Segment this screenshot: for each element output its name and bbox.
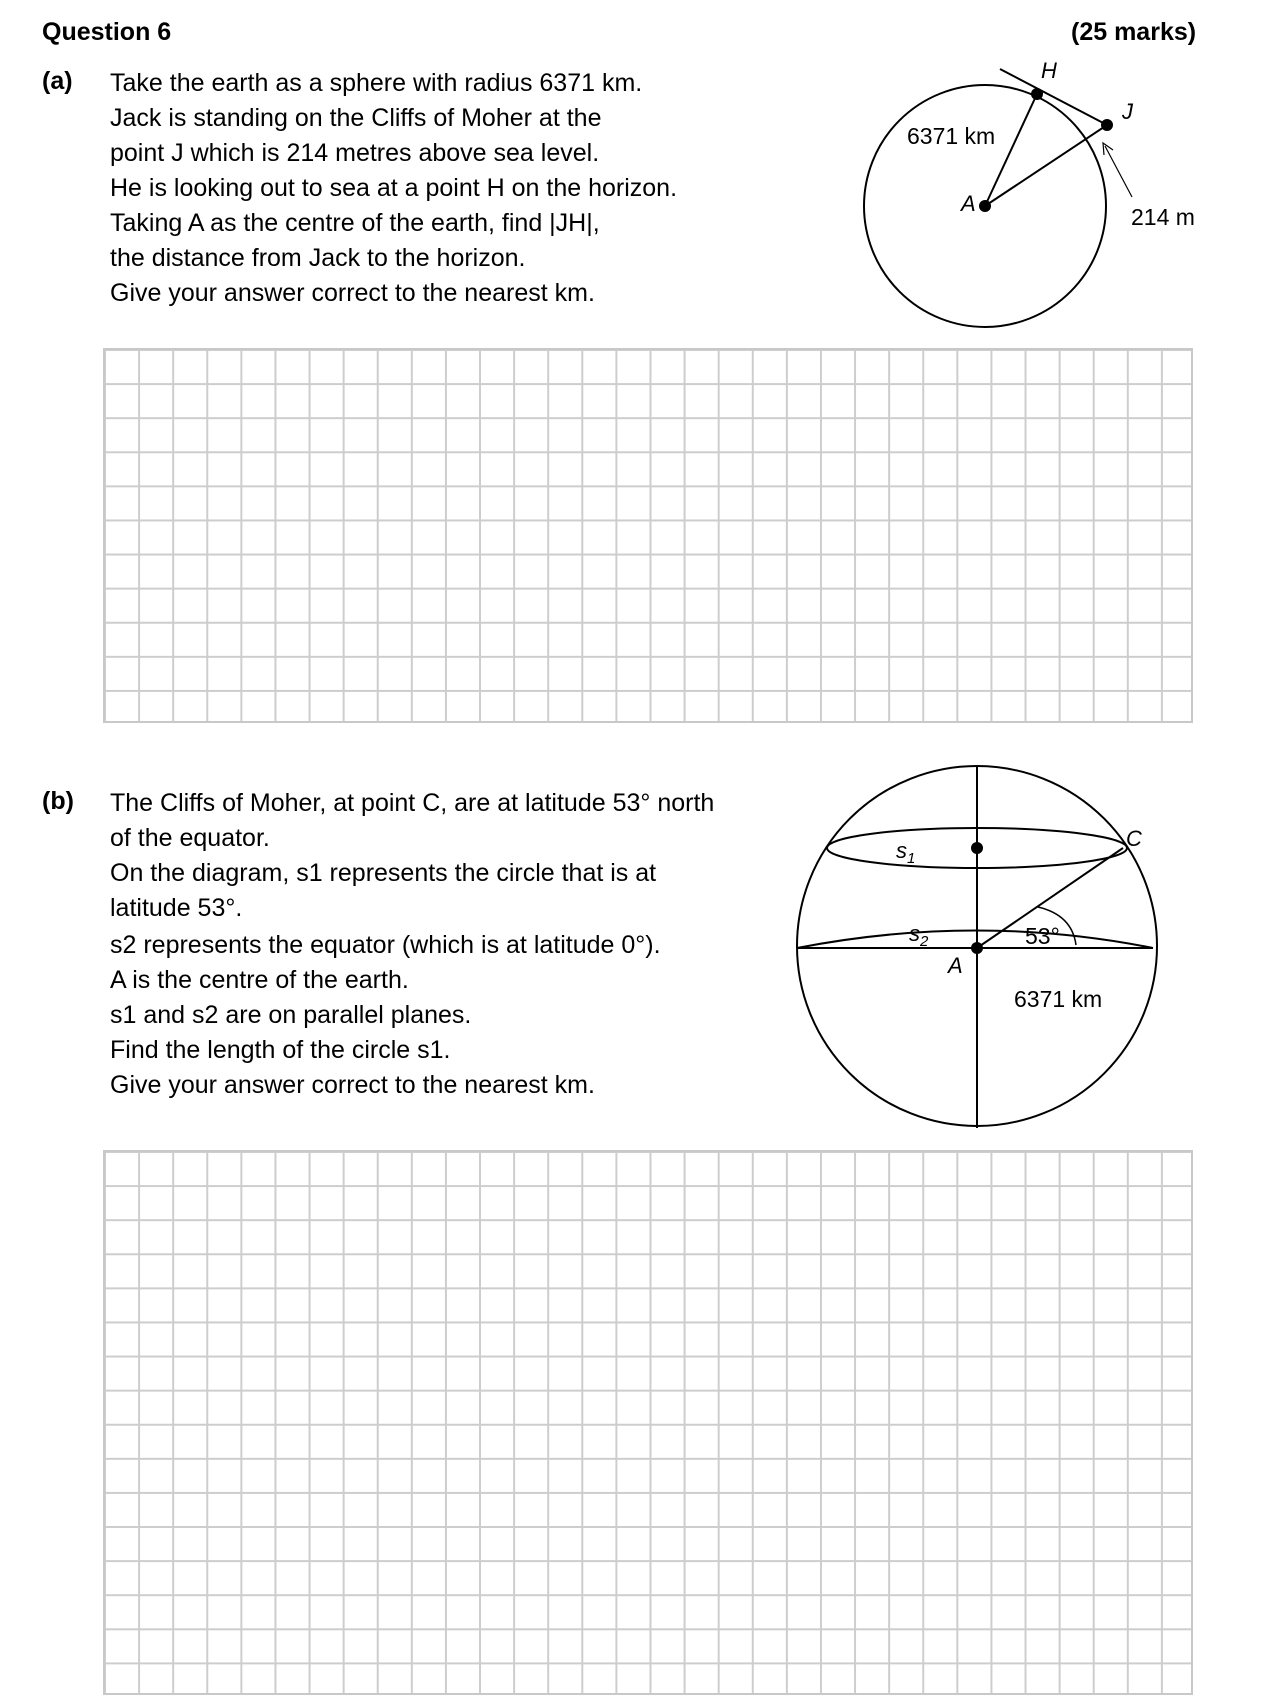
label-j: J [1122,99,1133,124]
radius-label-a: 6371 km [907,123,996,149]
part-a-label: (a) [42,67,73,95]
part-b-line-3: On the diagram, s1 represents the circle that is at [110,859,657,887]
part-a-text [110,66,677,311]
radius-label-b: 6371 km [1014,986,1103,1012]
horizon-diagram [860,55,1240,330]
answer-grid-b[interactable] [103,1150,1193,1695]
label-s1: $s_1$ [896,838,916,867]
part-b-line-1: The Cliffs of Moher, at point C, are at latitude 53° north [110,789,715,817]
label-h: H [1041,58,1057,83]
part-b-label: (b) [42,787,74,815]
part-a-line-1: Take the earth as a sphere with radius 6371 km. [110,69,643,97]
point-s1-centre [971,842,983,854]
part-b-line-5: s2 represents the equator (which is at latitude 0°). [110,931,661,959]
latitude-diagram [780,755,1180,1140]
point-h [1031,88,1043,100]
question-title: Question 6 [42,18,172,46]
part-a-line-7: Give your answer correct to the nearest km. [110,279,595,307]
height-arrow [1105,146,1132,197]
height-label: 214 m [1131,204,1195,230]
part-a-line-2: Jack is standing on the Cliffs of Moher at the [110,104,602,132]
part-b-line-4: latitude 53°. [110,894,243,922]
answer-grid-a[interactable] [103,348,1193,723]
part-b-line-2: of the equator. [110,824,270,852]
label-c: C [1126,826,1142,851]
angle-label: 53° [1025,923,1060,949]
part-a-line-6: the distance from Jack to the horizon. [110,244,526,272]
part-b-line-6: A is the centre of the earth. [110,966,409,994]
label-a-b: A [948,953,963,978]
part-b-line-8: Find the length of the circle s1. [110,1036,451,1064]
label-a: A [961,191,976,216]
point-a-b [971,942,983,954]
part-a-line-3: point J which is 214 metres above sea level. [110,139,600,167]
part-b-line-9: Give your answer correct to the nearest km. [110,1071,595,1099]
part-a-line-5: Taking A as the centre of the earth, find |JH|, [110,209,600,237]
point-j [1101,119,1113,131]
point-a [979,200,991,212]
label-s2: $s_2$ [909,921,929,950]
question-marks: (25 marks) [1071,18,1197,46]
part-b-line-7: s1 and s2 are on parallel planes. [110,1001,472,1029]
part-b-text [110,786,714,1103]
part-a-line-4: He is looking out to sea at a point H on the horizon. [110,174,678,202]
